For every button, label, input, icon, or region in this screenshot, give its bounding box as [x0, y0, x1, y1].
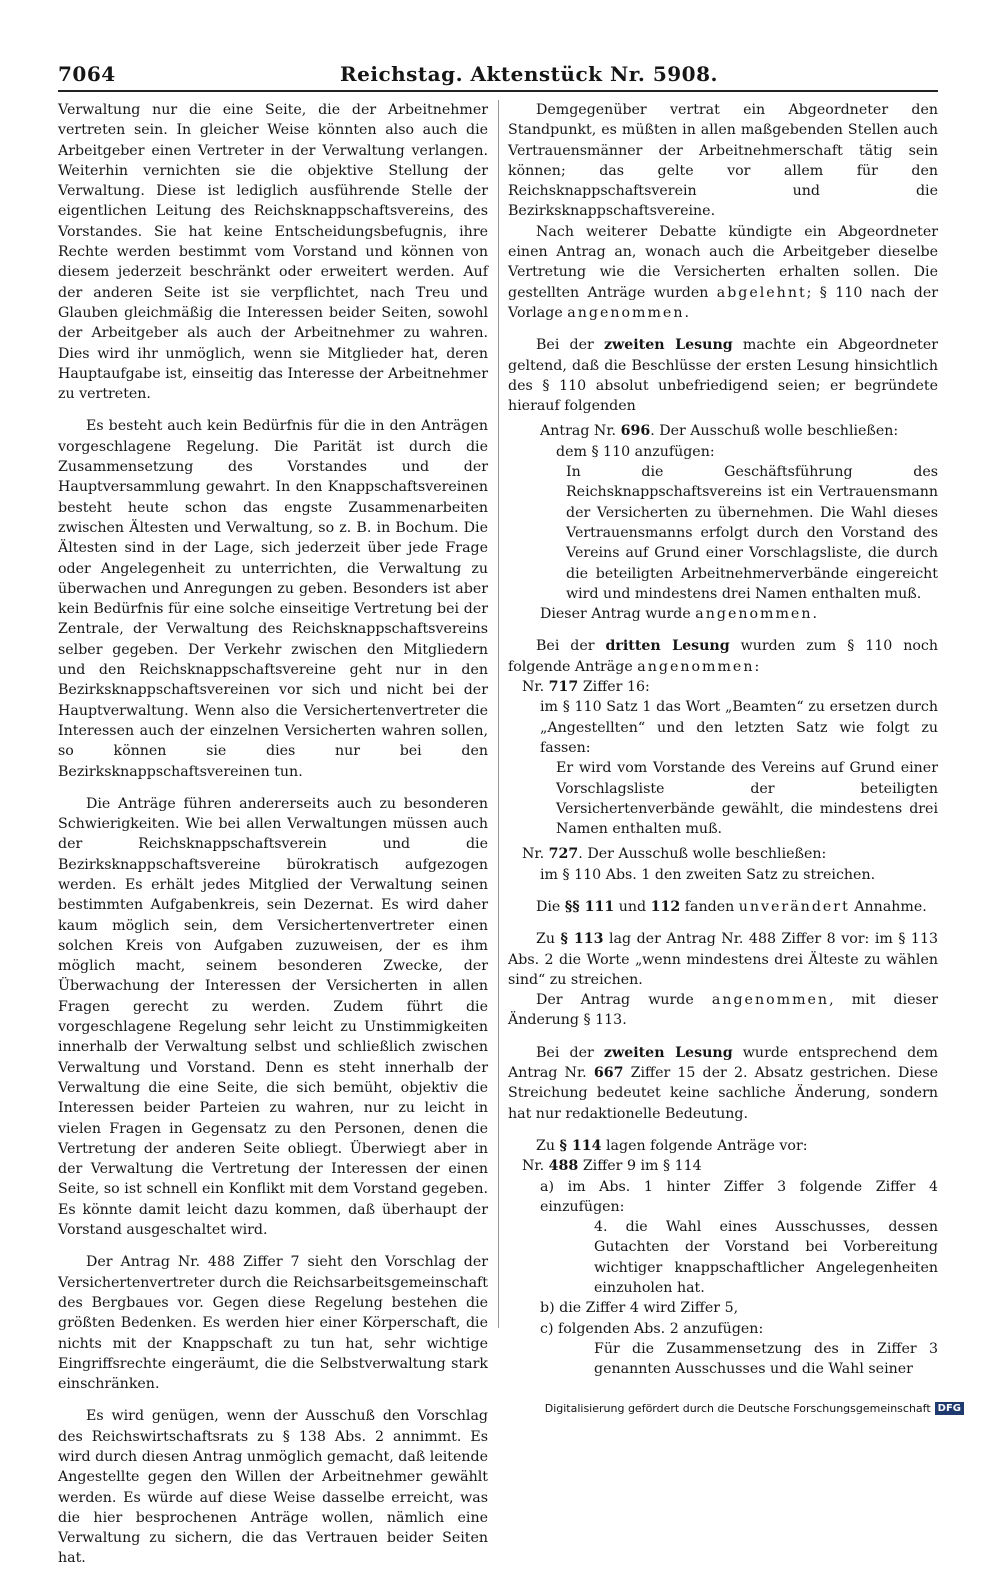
bold-text: 488: [548, 1158, 579, 1175]
text: Bei der: [536, 337, 594, 354]
list-item: b) die Ziffer 4 wird Ziffer 5,: [540, 1300, 739, 1317]
paragraph: Verwaltung nur die eine Seite, die der Arbeitnehmer vertreten sein. In gleicher Weise könnten also auch die Arbeitgeber einen Vertreter in der Verwaltung verlangen. Weiterhin vernichten sie die objektive Stellung der Verwaltung. Diese ist lediglich ausführende Stelle der eigentlichen Leitung des Reichsknappschaftsvereins, des Vorstandes. Sie hat keine Entscheidungsbefugnis, ihre Rechte werden bestimmt vom Vorstand und können von diesem jederzeit beschränkt oder erweitert werden. Auf der anderen Seite ist sie verpflichtet, nach Treu und Glauben gleichmäßig die Interessen beider Seiten, sowohl der Arbeitgeber als auch der Arbeitnehmer zu wahren. Dies wird ihr unmöglich, wenn sie Mitglieder hat, deren Hauptaufgabe ist, einseitig das Interesse der Arbeitnehmer zu vertreten.: [58, 102, 488, 403]
header-rule: [58, 90, 938, 92]
text: ; § 110 nach der Vorlage: [508, 284, 938, 321]
dfg-logo-icon: DFG: [935, 1402, 964, 1415]
list-item: c) folgenden Abs. 2 anzufügen:: [540, 1320, 764, 1337]
footer-text: Digitalisierung gefördert durch die Deutsche Forschungsgemeinschaft: [544, 1402, 931, 1415]
text: Dieser Antrag wurde: [540, 606, 691, 623]
text: Nach weiterer Debatte kündigte ein Abgeordneter einen Antrag an, wonach auch die Arbeitgeber dieselbe Vertretung wie die Versicherten erhalten sollen. Die gestellten Anträge wurden: [508, 223, 938, 301]
paragraph: [508, 636, 938, 677]
bold-text: § 114: [559, 1137, 602, 1154]
motion-heading: [522, 844, 938, 864]
column-divider: [498, 100, 499, 1328]
text: Antrag Nr.: [540, 423, 617, 440]
right-column: [508, 100, 938, 1380]
running-head: Reichstag. Aktenstück Nr. 5908.: [340, 62, 718, 86]
list-item: 4. die Wahl eines Ausschusses, dessen Gutachten der Vorstand bei Vorbereitung wichtiger knappschaftlicher Angelegenheiten einzuholen hat.: [594, 1219, 938, 1297]
text: Der Antrag wurde: [536, 992, 694, 1009]
spaced-text: unverändert: [738, 898, 850, 915]
bold-text: zweiten Lesung: [603, 1044, 733, 1061]
spaced-text: angenommen: [567, 304, 685, 321]
motion-heading: [522, 1156, 938, 1176]
paragraph: Es besteht auch kein Bedürfnis für die in den Anträgen vorgeschlagene Regelung. Die Parität ist durch die Zusammensetzung des Vorstandes und der Hauptversammlung gewahrt. In den Knappschaftsvereinen besteht heute schon das engste Zusammenarbeiten zwischen Ältesten und Verwaltung, so z. B. in Bochum. Die Ältesten sind in der Lage, sich jederzeit über jede Frage oder Angelegenheit zu unterrichten, die Verwaltung zu überwachen und Anregungen zu geben. Besonders ist aber kein Bedürfnis für eine solche einseitige Vertretung bei der Zentrale, der Verwaltung des Reichsknappschaftsvereins selber gegeben. Der Verkehr zwischen den Mitgliedern und den Reichsknappschaftsvereine geht nur in den Bezirksknappschaftsvereinen vor sich und nicht bei der Hauptverwaltung. Wenn also die Versichertenvertreter die Interessen auch der einzelnen Versicherten wahren sollen, so können sie dies nur bei den Bezirksknappschaftsvereinen tun.: [58, 418, 488, 780]
text: Zu: [536, 931, 555, 948]
paragraph: [508, 990, 938, 1031]
bold-text: zweiten Lesung: [603, 337, 733, 354]
bold-text: 667: [593, 1065, 624, 1082]
text: Bei der: [536, 1044, 594, 1061]
paragraph: [508, 335, 938, 416]
text: Ziffer 9 im § 114: [582, 1158, 702, 1175]
text: und: [618, 898, 647, 915]
text: machte ein Abgeordneter geltend, daß die Beschlüsse der ersten Lesung hinsichtlich des § 110 absolut unbefriedigend seien; er begründete hierauf folgenden: [508, 337, 938, 415]
spaced-text: abgelehnt: [716, 284, 807, 301]
paragraph: Demgegenüber vertrat ein Abgeordneter den Standpunkt, es müßten in allen maßgebenden Stellen auch Vertrauensmänner der Arbeitnehmerschaft tätig sein können; das gelte vor allem für den Reichsknappschaftsverein und die Bezirksknappschaftsvereine.: [508, 102, 938, 220]
spaced-text: angenommen: [711, 992, 830, 1009]
text: wurde entsprechend dem Antrag Nr.: [508, 1044, 939, 1082]
text: Annahme.: [854, 898, 927, 915]
bold-text: 112: [650, 898, 681, 915]
bold-text: 727: [548, 846, 579, 863]
motion-quote: Er wird vom Vorstande des Vereins auf Grund einer Vorschlagsliste der beteiligten Versichertenverbände gewählt, die mindestens drei Namen enthalten muß.: [556, 760, 938, 838]
bold-text: §§ 111: [564, 898, 615, 915]
text: , mit dieser Änderung § 113.: [508, 992, 938, 1029]
motion-quote: In die Geschäftsführung des Reichsknappschaftsvereins ist ein Vertrauensmann der Versicherten zu übernehmen. Die Wahl dieses Vertrauensmanns erfolgt durch den Vorstand des Vereins auf Grund einer Vorschlagsliste, die durch die beteiligten Arbeitnehmerverbände eingereicht wird und mindestens drei Namen enthalten muß.: [566, 464, 938, 602]
list-item: Für die Zusammensetzung des in Ziffer 3 genannten Ausschusses und die Wahl seiner: [594, 1340, 938, 1378]
list-item: a) im Abs. 1 hinter Ziffer 3 folgende Ziffer 4 einzufügen:: [540, 1178, 938, 1215]
text: Zu: [536, 1137, 555, 1154]
paragraph: [508, 1136, 938, 1156]
text: Die: [536, 898, 561, 915]
bold-text: 696: [620, 423, 651, 440]
page-number: 7064: [58, 62, 116, 86]
paragraph: [508, 222, 938, 323]
paragraph: Die Anträge führen andererseits auch zu besonderen Schwierigkeiten. Wie bei allen Verwaltungen müssen auch der Reichsknappschaftsverein und die Bezirksknappschaftsvereine bürokratisch aufgezogen werden. Es erhält jedes Mitglied der Verwaltung seinen bestimmten Aufgabenkreis, sein Dezernat. Es wird daher kaum möglich sein, dem Versichertenvertreter einen solchen Kreis von Aufgaben zuzuweisen, der es ihm möglich macht, seinem besonderen Zwecke, der Überwachung der Interessen der Versicherten in allen Fragen gerecht zu werden. Zudem führt die vorgeschlagene Regelung sehr leicht zu Unstimmigkeiten innerhalb der Verwaltung selbst und schließlich zwischen Verwaltung und Vorstand. Denn es steht innerhalb der Verwaltung die eine Seite, die sich bemüht, objektiv die Interessen beider Parteien zu wahren, nur zu leicht in vielen Fragen in Gegensatz zu den Personen, denen die Vertretung der anderen Seite obliegt. Überwiegt aber in der Verwaltung die Vertretung der Interessen der einen Seite, so ist schnell ein Konflikt mit dem Vorstand gegeben. Es könnte damit leicht dazu kommen, daß überhaupt der Vorstand ausgeschaltet wird.: [58, 795, 488, 1239]
text: .: [812, 606, 817, 623]
motion-text: dem § 110 anzufügen:: [556, 443, 715, 460]
paragraph: [508, 897, 938, 917]
spaced-text: angenommen: [637, 658, 755, 675]
text: . Der Ausschuß wolle beschließen:: [650, 423, 899, 440]
bold-text: § 113: [560, 931, 604, 948]
motion-heading: [522, 677, 938, 697]
motion-text: im § 110 Abs. 1 den zweiten Satz zu streichen.: [540, 866, 876, 883]
left-column: [58, 100, 488, 1569]
paragraph: Es wird genügen, wenn der Ausschuß den Vorschlag des Reichswirtschaftsrats zu § 138 Abs. 2 annimmt. Es wird durch diesen Antrag unmöglich gemacht, daß leitende Angestellte gegen den Willen der Arbeitnehmer gewählt werden. Es würde auf diese Weise dasselbe erreicht, was die hier besprochenen Anträge wollen, nämlich eine Verwaltung zu sichern, die das Vertrauen beider Seiten hat.: [58, 1408, 488, 1567]
text: wurden zum § 110 noch folgende Anträge: [508, 638, 938, 675]
text: Ziffer 16:: [582, 679, 650, 696]
footer-credit: [545, 1402, 964, 1415]
text: .: [684, 304, 689, 321]
text: fanden: [684, 898, 735, 915]
spaced-text: angenommen: [695, 606, 813, 623]
motion-text: im § 110 Satz 1 das Wort „Beamten“ zu ersetzen durch „Angestellten“ und den letzten Satz wie folgt zu fassen:: [540, 699, 938, 756]
motion-heading: [540, 421, 938, 441]
text: Nr.: [522, 846, 545, 863]
text: Nr.: [522, 1158, 545, 1175]
bold-text: dritten Lesung: [605, 638, 730, 655]
text: Ziffer 15 der 2. Absatz gestrichen. Diese Streichung bedeutet keine sachliche Änderung, sondern hat nur redaktionelle Bedeutung.: [508, 1065, 939, 1122]
paragraph: [508, 929, 938, 990]
text: Bei der: [536, 638, 595, 655]
text: . Der Ausschuß wolle beschließen:: [578, 846, 827, 863]
text: Nr.: [522, 679, 545, 696]
text: lagen folgende Anträge vor:: [606, 1137, 808, 1154]
text: :: [754, 658, 760, 675]
paragraph: Der Antrag Nr. 488 Ziffer 7 sieht den Vorschlag der Versichertenvertreter durch die Reichsarbeitsgemeinschaft des Bergbaues vor. Gegen diese Regelung bestehen die größten Bedenken. Es werden hier einer Körperschaft, die nichts mit der Knappschaft zu tun hat, sehr wichtige Eingriffsrechte eingeräumt, die die Selbstverwaltung stark einschränken.: [58, 1254, 488, 1393]
text: lag der Antrag Nr. 488 Ziffer 8 vor: im § 113 Abs. 2 die Worte „wenn mindestens drei Älteste zu wählen sind“ zu streichen.: [508, 931, 939, 988]
paragraph: [540, 604, 938, 624]
bold-text: 717: [548, 679, 579, 696]
paragraph: [508, 1043, 938, 1124]
